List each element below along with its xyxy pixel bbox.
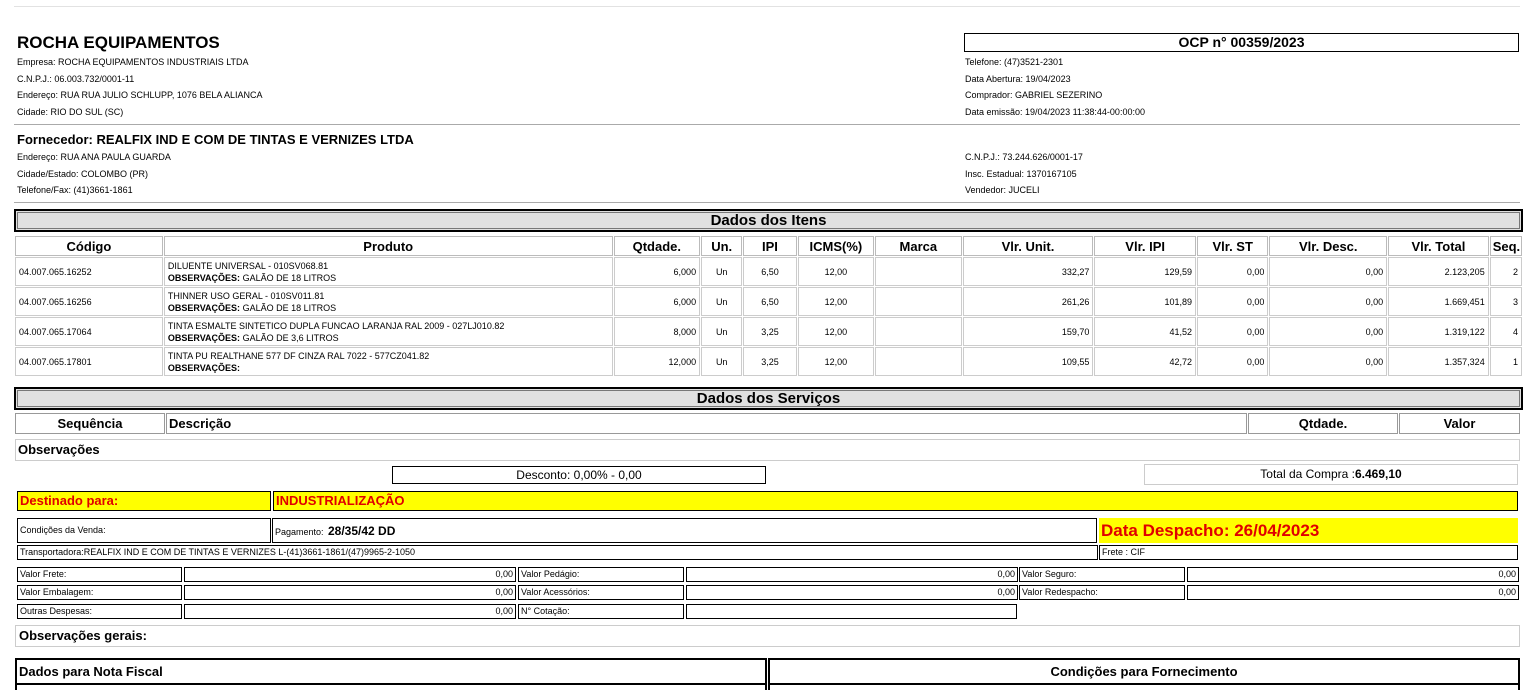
total-label: Total da Compra : [1260,467,1355,481]
cell-produto [164,287,613,316]
supplier-line: Endereço: RUA ANA PAULA GUARDA [17,152,171,162]
company-line: Cidade: RIO DO SUL (SC) [17,106,124,117]
observacoes-gerais: Observações gerais: [15,625,1520,647]
cell-vlr-ipi: 129,59 [1094,257,1196,286]
cell-seq: 3 [1490,287,1522,316]
services-section-title: Dados dos Serviços [14,387,1523,410]
pagamento-label: Pagamento: [275,527,324,537]
valor-frete-value: 0,00 [184,567,516,582]
product-name: THINNER USO GERAL - 010SV011.81 [167,290,325,301]
divider [15,683,767,685]
col-icms: ICMS(%) [798,236,874,256]
cell-vlr-desc: 0,00 [1269,317,1387,346]
cell-vlr-st: 0,00 [1197,347,1268,376]
order-line: Data emissão: 19/04/2023 11:38:44-00:00:00 [965,106,1145,117]
cell-marca [875,317,962,346]
supplier-line: C.N.P.J.: 73.244.626/0001-17 [965,152,1083,162]
supplier-line: Telefone/Fax: (41)3661-1861 [17,185,133,195]
supplier-title: Fornecedor: REALFIX IND E COM DE TINTAS E VERNIZES LTDA [17,132,414,147]
cell-vlr-total: 1.669,451 [1388,287,1489,316]
table-row [15,257,1522,286]
cell-qtdade: 6,000 [614,287,701,316]
valor-embalagem-value: 0,00 [184,585,516,600]
table-row [15,287,1522,316]
destino-value: INDUSTRIALIZAÇÃO [273,491,1518,511]
cell-qtdade: 12,000 [614,347,701,376]
cell-vlr-st: 0,00 [1197,257,1268,286]
cell-ipi: 6,50 [743,287,796,316]
col-un: Un. [701,236,742,256]
cell-qtdade: 8,000 [614,317,701,346]
outras-despesas-value: 0,00 [184,604,516,619]
cell-icms: 12,00 [798,317,874,346]
cell-icms: 12,00 [798,287,874,316]
cell-vlr-total: 1.319,122 [1388,317,1489,346]
cell-vlr-ipi: 41,52 [1094,317,1196,346]
supplier-line: Insc. Estadual: 1370167105 [965,168,1077,179]
col-qtdade: Qtdade. [614,236,701,256]
valor-redespacho-label: Valor Redespacho: [1019,585,1185,600]
valor-acessorios-label: Valor Acessórios: [518,585,684,600]
divider [14,124,1520,125]
col-marca: Marca [875,236,962,256]
items-table [14,235,1523,377]
obs-value: GALÃO DE 18 LITROS [242,272,337,283]
order-line: Telefone: (47)3521-2301 [965,57,1064,67]
order-line: Data Abertura: 19/04/2023 [965,73,1071,84]
cell-vlr-unit: 159,70 [963,317,1094,346]
product-name: TINTA ESMALTE SINTETICO DUPLA FUNCAO LARANJA RAL 2009 - 027LJ010.82 [167,320,505,331]
nota-fiscal-header: Dados para Nota Fiscal [15,658,767,690]
col-vlr-desc: Vlr. Desc. [1269,236,1387,256]
valor-seguro-label: Valor Seguro: [1019,567,1185,582]
cell-un: Un [701,317,742,346]
cell-vlr-unit: 261,26 [963,287,1094,316]
valor-redespacho-value: 0,00 [1187,585,1519,600]
cell-seq: 4 [1490,317,1522,346]
cell-vlr-st: 0,00 [1197,287,1268,316]
company-line: Empresa: ROCHA EQUIPAMENTOS INDUSTRIAIS LTDA [17,57,249,67]
supplier-line: Vendedor: JUCELI [965,185,1040,195]
transportadora: Transportadora:REALFIX IND E COM DE TINTAS E VERNIZES L-(41)3661-1861/(47)9965-2-1050 [17,545,1098,560]
col-vlr-st: Vlr. ST [1197,236,1268,256]
col-valor: Valor [1399,413,1520,434]
cotacao-value [686,604,1017,619]
cell-un: Un [701,287,742,316]
cell-vlr-ipi: 101,89 [1094,287,1196,316]
company-line: C.N.P.J.: 06.003.732/0001-11 [17,73,135,84]
cotacao-label: N° Cotação: [518,604,684,619]
cell-vlr-st: 0,00 [1197,317,1268,346]
valor-frete-label: Valor Frete: [17,567,182,582]
desconto: Desconto: 0,00% - 0,00 [392,466,766,484]
supplier-line: Cidade/Estado: COLOMBO (PR) [17,168,149,179]
top-divider [14,6,1520,7]
data-despacho: Data Despacho: 26/04/2023 [1099,518,1518,543]
col-sequencia: Sequência [15,413,165,434]
col-produto: Produto [164,236,613,256]
cell-marca [875,257,962,286]
obs-value: GALÃO DE 3,6 LITROS [242,332,339,343]
cell-vlr-desc: 0,00 [1269,257,1387,286]
product-name: TINTA PU REALTHANE 577 DF CINZA RAL 7022 - 577CZ041.82 [167,350,430,361]
obs-label: OBSERVAÇÕES: [167,272,241,283]
cell-vlr-unit: 109,55 [963,347,1094,376]
cell-marca [875,347,962,376]
cell-seq: 2 [1490,257,1522,286]
order-line: Comprador: GABRIEL SEZERINO [965,90,1103,100]
condicoes-venda: Condições da Venda: [17,518,271,543]
company-details [17,54,262,120]
cell-ipi: 3,25 [743,317,796,346]
total-value: 6.469,10 [1355,467,1402,481]
pagamento-value: 28/35/42 DD [328,524,396,538]
cell-ipi: 3,25 [743,347,796,376]
col-seq: Seq. [1490,236,1522,256]
col-vlr-unit: Vlr. Unit. [963,236,1094,256]
observacoes-header: Observações [15,439,1520,461]
cell-icms: 12,00 [798,347,874,376]
cell-ipi: 6,50 [743,257,796,286]
col-qtdade: Qtdade. [1248,413,1398,434]
valor-pedagio-value: 0,00 [686,567,1018,582]
cell-marca [875,287,962,316]
supplier-left-details [17,149,171,199]
order-number: OCP n° 00359/2023 [964,33,1519,52]
valor-pedagio-label: Valor Pedágio: [518,567,684,582]
cell-qtdade: 6,000 [614,257,701,286]
valor-acessorios-value: 0,00 [686,585,1018,600]
cell-produto [164,257,613,286]
cell-vlr-ipi: 42,72 [1094,347,1196,376]
outras-despesas-label: Outras Despesas: [17,604,182,619]
table-row [15,317,1522,346]
company-name: ROCHA EQUIPAMENTOS [17,33,220,52]
obs-label: OBSERVAÇÕES: [167,332,241,343]
col-vlr-ipi: Vlr. IPI [1094,236,1196,256]
col-ipi: IPI [743,236,796,256]
divider [14,202,1520,203]
cell-icms: 12,00 [798,257,874,286]
cell-vlr-desc: 0,00 [1269,347,1387,376]
obs-label: OBSERVAÇÕES: [167,302,241,313]
valor-embalagem-label: Valor Embalagem: [17,585,182,600]
obs-label: OBSERVAÇÕES: [167,362,241,373]
col-vlr-total: Vlr. Total [1388,236,1489,256]
fornecimento-header: Condições para Fornecimento [768,658,1520,690]
items-header-row [15,236,1522,256]
cell-un: Un [701,347,742,376]
cell-produto [164,347,613,376]
cell-vlr-total: 1.357,324 [1388,347,1489,376]
table-row [15,347,1522,376]
frete: Frete : CIF [1099,545,1518,560]
cell-codigo: 04.007.065.17801 [15,347,163,376]
items-section-title: Dados dos Itens [14,209,1523,232]
product-name: DILUENTE UNIVERSAL - 010SV068.81 [167,260,329,271]
cell-vlr-unit: 332,27 [963,257,1094,286]
supplier-right-details [965,149,1083,199]
cell-seq: 1 [1490,347,1522,376]
cell-codigo: 04.007.065.17064 [15,317,163,346]
order-details [965,54,1145,120]
cell-vlr-total: 2.123,205 [1388,257,1489,286]
cell-vlr-desc: 0,00 [1269,287,1387,316]
valor-seguro-value: 0,00 [1187,567,1519,582]
company-line: Endereço: RUA RUA JULIO SCHLUPP, 1076 BELA ALIANCA [17,90,263,100]
cell-produto [164,317,613,346]
col-codigo: Código [15,236,163,256]
divider [768,683,1520,685]
cell-codigo: 04.007.065.16252 [15,257,163,286]
destino-label: Destinado para: [17,491,271,511]
cell-un: Un [701,257,742,286]
col-descricao: Descrição [166,413,1247,434]
obs-value: GALÃO DE 18 LITROS [242,302,337,313]
cell-codigo: 04.007.065.16256 [15,287,163,316]
pagamento [272,518,1097,543]
total-compra [1144,464,1518,485]
